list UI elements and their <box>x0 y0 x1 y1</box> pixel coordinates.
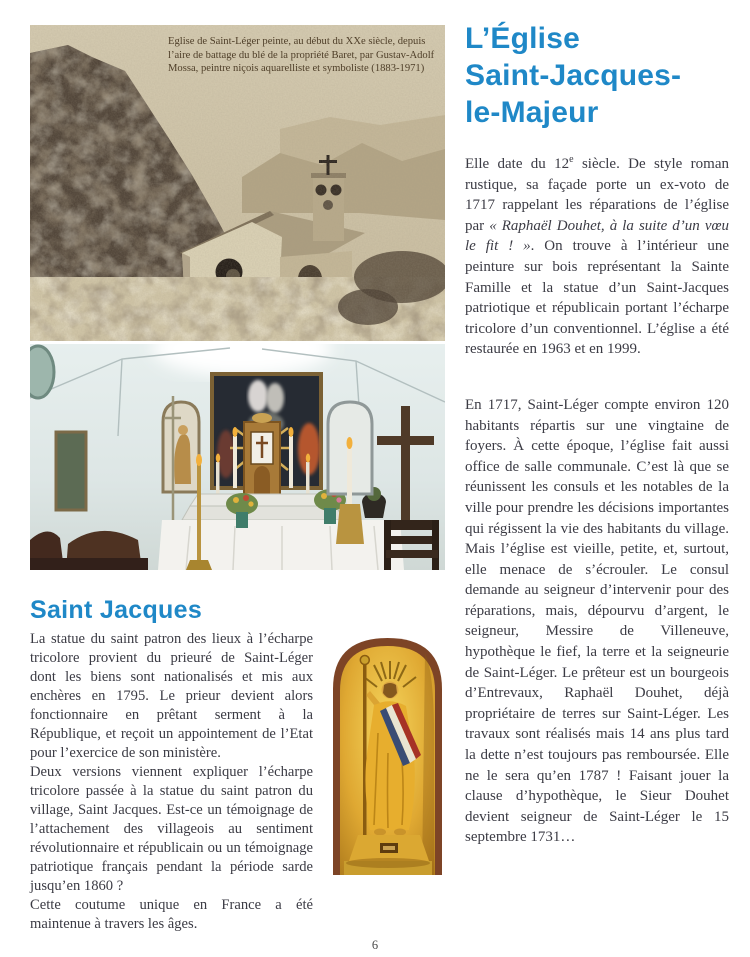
interior-photo <box>30 344 445 570</box>
quoted-text: « Raphaël Douhet, à la suite d’un vœu le fit ! » <box>465 217 729 255</box>
painting-caption: Eglise de Saint-Léger peinte, au début du XXe siècle, depuis l’aire de battage du blé de la propriété Baret, par Gustav-Adolf Mossa, peintre niçois aquarelliste et symboliste (1883-1971) <box>168 36 435 75</box>
left-niche <box>163 402 199 492</box>
body-paragraph: Cette coutume unique en France a été maintenue à travers les âges. <box>30 897 313 932</box>
article-paragraph: En 1717, Saint-Léger compte environ 120 habitants répartis sur une vingtaine de foyers. À cette époque, l’église fait aussi office de salle communale. C’est là que se réunissent les consuls et les notables de la ville pour prendre les décisions importantes qui régissent la vie des habitants du village. Mais l’église est vieille, petite, et, surtout, elle menace de s’écrouler. Le consul demande au seigneur d’intervenir pour des réparations, mais, dépourvu d’argent, le seigneur, Messire de Villeneuve, hypothèque le fief, la terre et la seigneurie de Saint-Léger. Le prêteur est un bourgeois d’Entrevaux, Raphaël Douhet, déjà propriétaire de terres sur Saint-Léger. Les travaux sont réalisés mais 14 ans plus tard la dette n’est toujours pas remboursée. Elle ne le sera qu’en 1787 ! Faisant jouer la clause d’hypothèque, le Sieur Douhet devient seigneur de Saint-Léger le 15 septembre 1731… <box>465 396 729 846</box>
body-paragraph: La statue du saint patron des lieux à l’écharpe tricolore provient du prieuré de Saint-Léger dont les biens sont nationalisés et mis aux enchères en 1795. Le prieur devient alors fonctionnaire en prêtant serment à la République, et reçoit un appointement de l’Etat pour l’exercice de son ministère. <box>30 631 313 761</box>
saint-jacques-section <box>30 597 445 934</box>
article-title-line: L’Église <box>465 22 580 55</box>
paragraph-text: . On trouve à l’intérieur une peinture sur bois représentant la Sainte Famille et la statue d’un Saint-Jacques patriotique et républicain portant l’écharpe tricolore d’un conventionnel. L’église a été restaurée en 1963 et en 1999. <box>465 238 729 358</box>
statue-photo <box>330 633 445 875</box>
pedestal <box>344 835 432 875</box>
wooden-pews <box>30 531 148 570</box>
article-column <box>465 20 729 863</box>
section-heading: Saint Jacques <box>30 596 203 624</box>
paragraph-text: Elle date du 12 <box>465 156 570 172</box>
article-title-line: le-Majeur <box>465 96 599 129</box>
oval-frame <box>30 346 54 398</box>
pilgrim-staff <box>363 663 367 835</box>
article-title-line: Saint-Jacques- <box>465 59 682 92</box>
statue-illustration <box>330 633 445 875</box>
article-paragraph <box>465 154 729 360</box>
body-paragraph: Deux versions viennent expliquer l’écharpe tricolore passée à la statue du saint patron du village, Saint Jacques. Est-ce un témoignage de l’attachement des villageois au sentiment révolutionnaire et républicain ou un témoignage patriotique français pendant la période sarde jusqu’en 1860 ? <box>30 764 313 894</box>
interior-illustration <box>30 344 445 570</box>
section-body <box>30 630 313 934</box>
painting-photo <box>30 25 445 341</box>
ordinal-superscript: e <box>569 154 574 165</box>
painted-figure-left <box>217 430 235 478</box>
page-number: 6 <box>371 938 379 952</box>
paragraph-text: siècle. De style roman rustique, sa façade porte un ex-voto de 1717 rappelant les réparations de l’église par <box>465 156 729 234</box>
article-title <box>465 20 729 131</box>
wall-painting-left <box>56 432 86 510</box>
